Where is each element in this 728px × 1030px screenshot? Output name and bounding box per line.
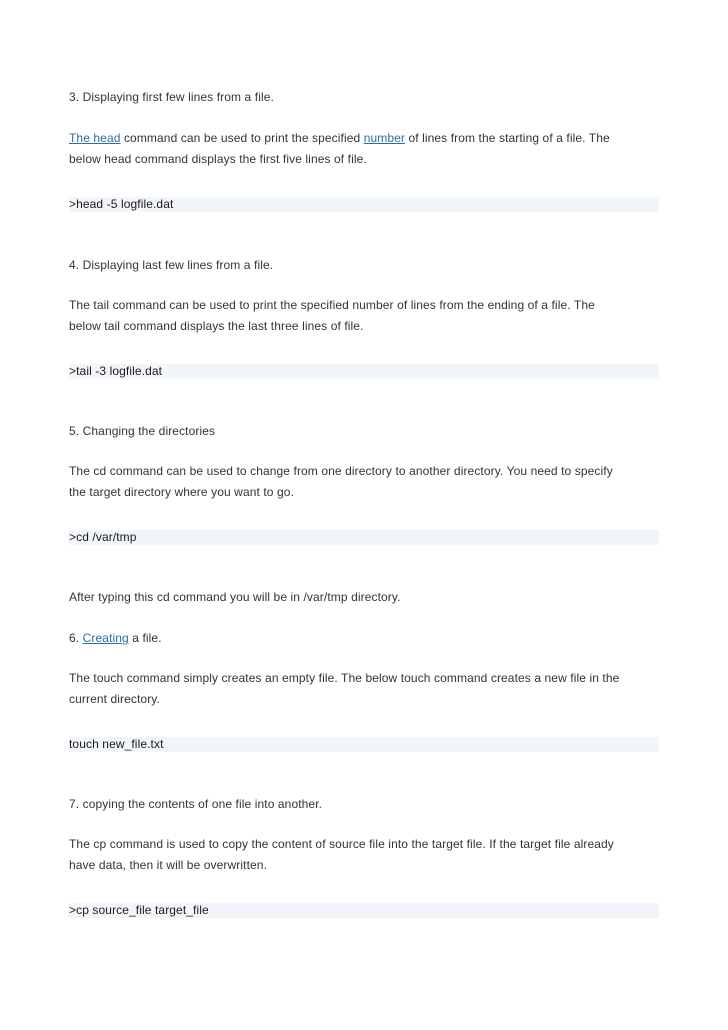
section-3-text-2: of lines from the starting of a file. The (405, 131, 610, 145)
section-5-paragraph-line-1: The cd command can be used to change from one directory to another directory. You need to specify (69, 464, 613, 478)
section-3-text-1: command can be used to print the specified (120, 131, 364, 145)
head-code-block: >head -5 logfile.dat (69, 197, 659, 212)
cd-code-block: >cd /var/tmp (69, 530, 659, 545)
section-4-heading: 4. Displaying last few lines from a file. (69, 258, 274, 272)
section-5-paragraph-line-2: the target directory where you want to go. (69, 485, 294, 499)
section-4-paragraph-line-1: The tail command can be used to print the specified number of lines from the ending of a file. The (69, 298, 595, 312)
the-head-link[interactable]: The head (69, 131, 121, 145)
section-7-heading: 7. copying the contents of one file into another. (69, 797, 323, 811)
section-6-paragraph-line-2: current directory. (69, 692, 160, 706)
section-6-heading-suffix: a file. (128, 631, 162, 645)
cp-code-block: >cp source_file target_file (69, 903, 659, 918)
touch-code-block: touch new_file.txt (69, 737, 659, 752)
section-3-heading: 3. Displaying first few lines from a file. (69, 90, 274, 104)
creating-link[interactable]: Creating (82, 631, 129, 645)
section-6-heading (69, 627, 659, 649)
section-6-paragraph-line-1: The touch command simply creates an empty file. The below touch command creates a new file in the (69, 671, 620, 685)
section-3-paragraph-line-2: below head command displays the first five lines of file. (69, 152, 367, 166)
section-3-paragraph-line-1 (69, 127, 659, 149)
section-5-after-text: After typing this cd command you will be in /var/tmp directory. (69, 590, 401, 604)
section-7-paragraph-line-2: have data, then it will be overwritten. (69, 858, 268, 872)
number-link[interactable]: number (363, 131, 406, 145)
tail-code-block: >tail -3 logfile.dat (69, 364, 659, 379)
section-5-heading: 5. Changing the directories (69, 424, 216, 438)
section-6-heading-prefix: 6. (69, 631, 83, 645)
section-7-paragraph-line-1: The cp command is used to copy the content of source file into the target file. If the target file already (69, 837, 614, 851)
section-4-paragraph-line-2: below tail command displays the last three lines of file. (69, 319, 364, 333)
